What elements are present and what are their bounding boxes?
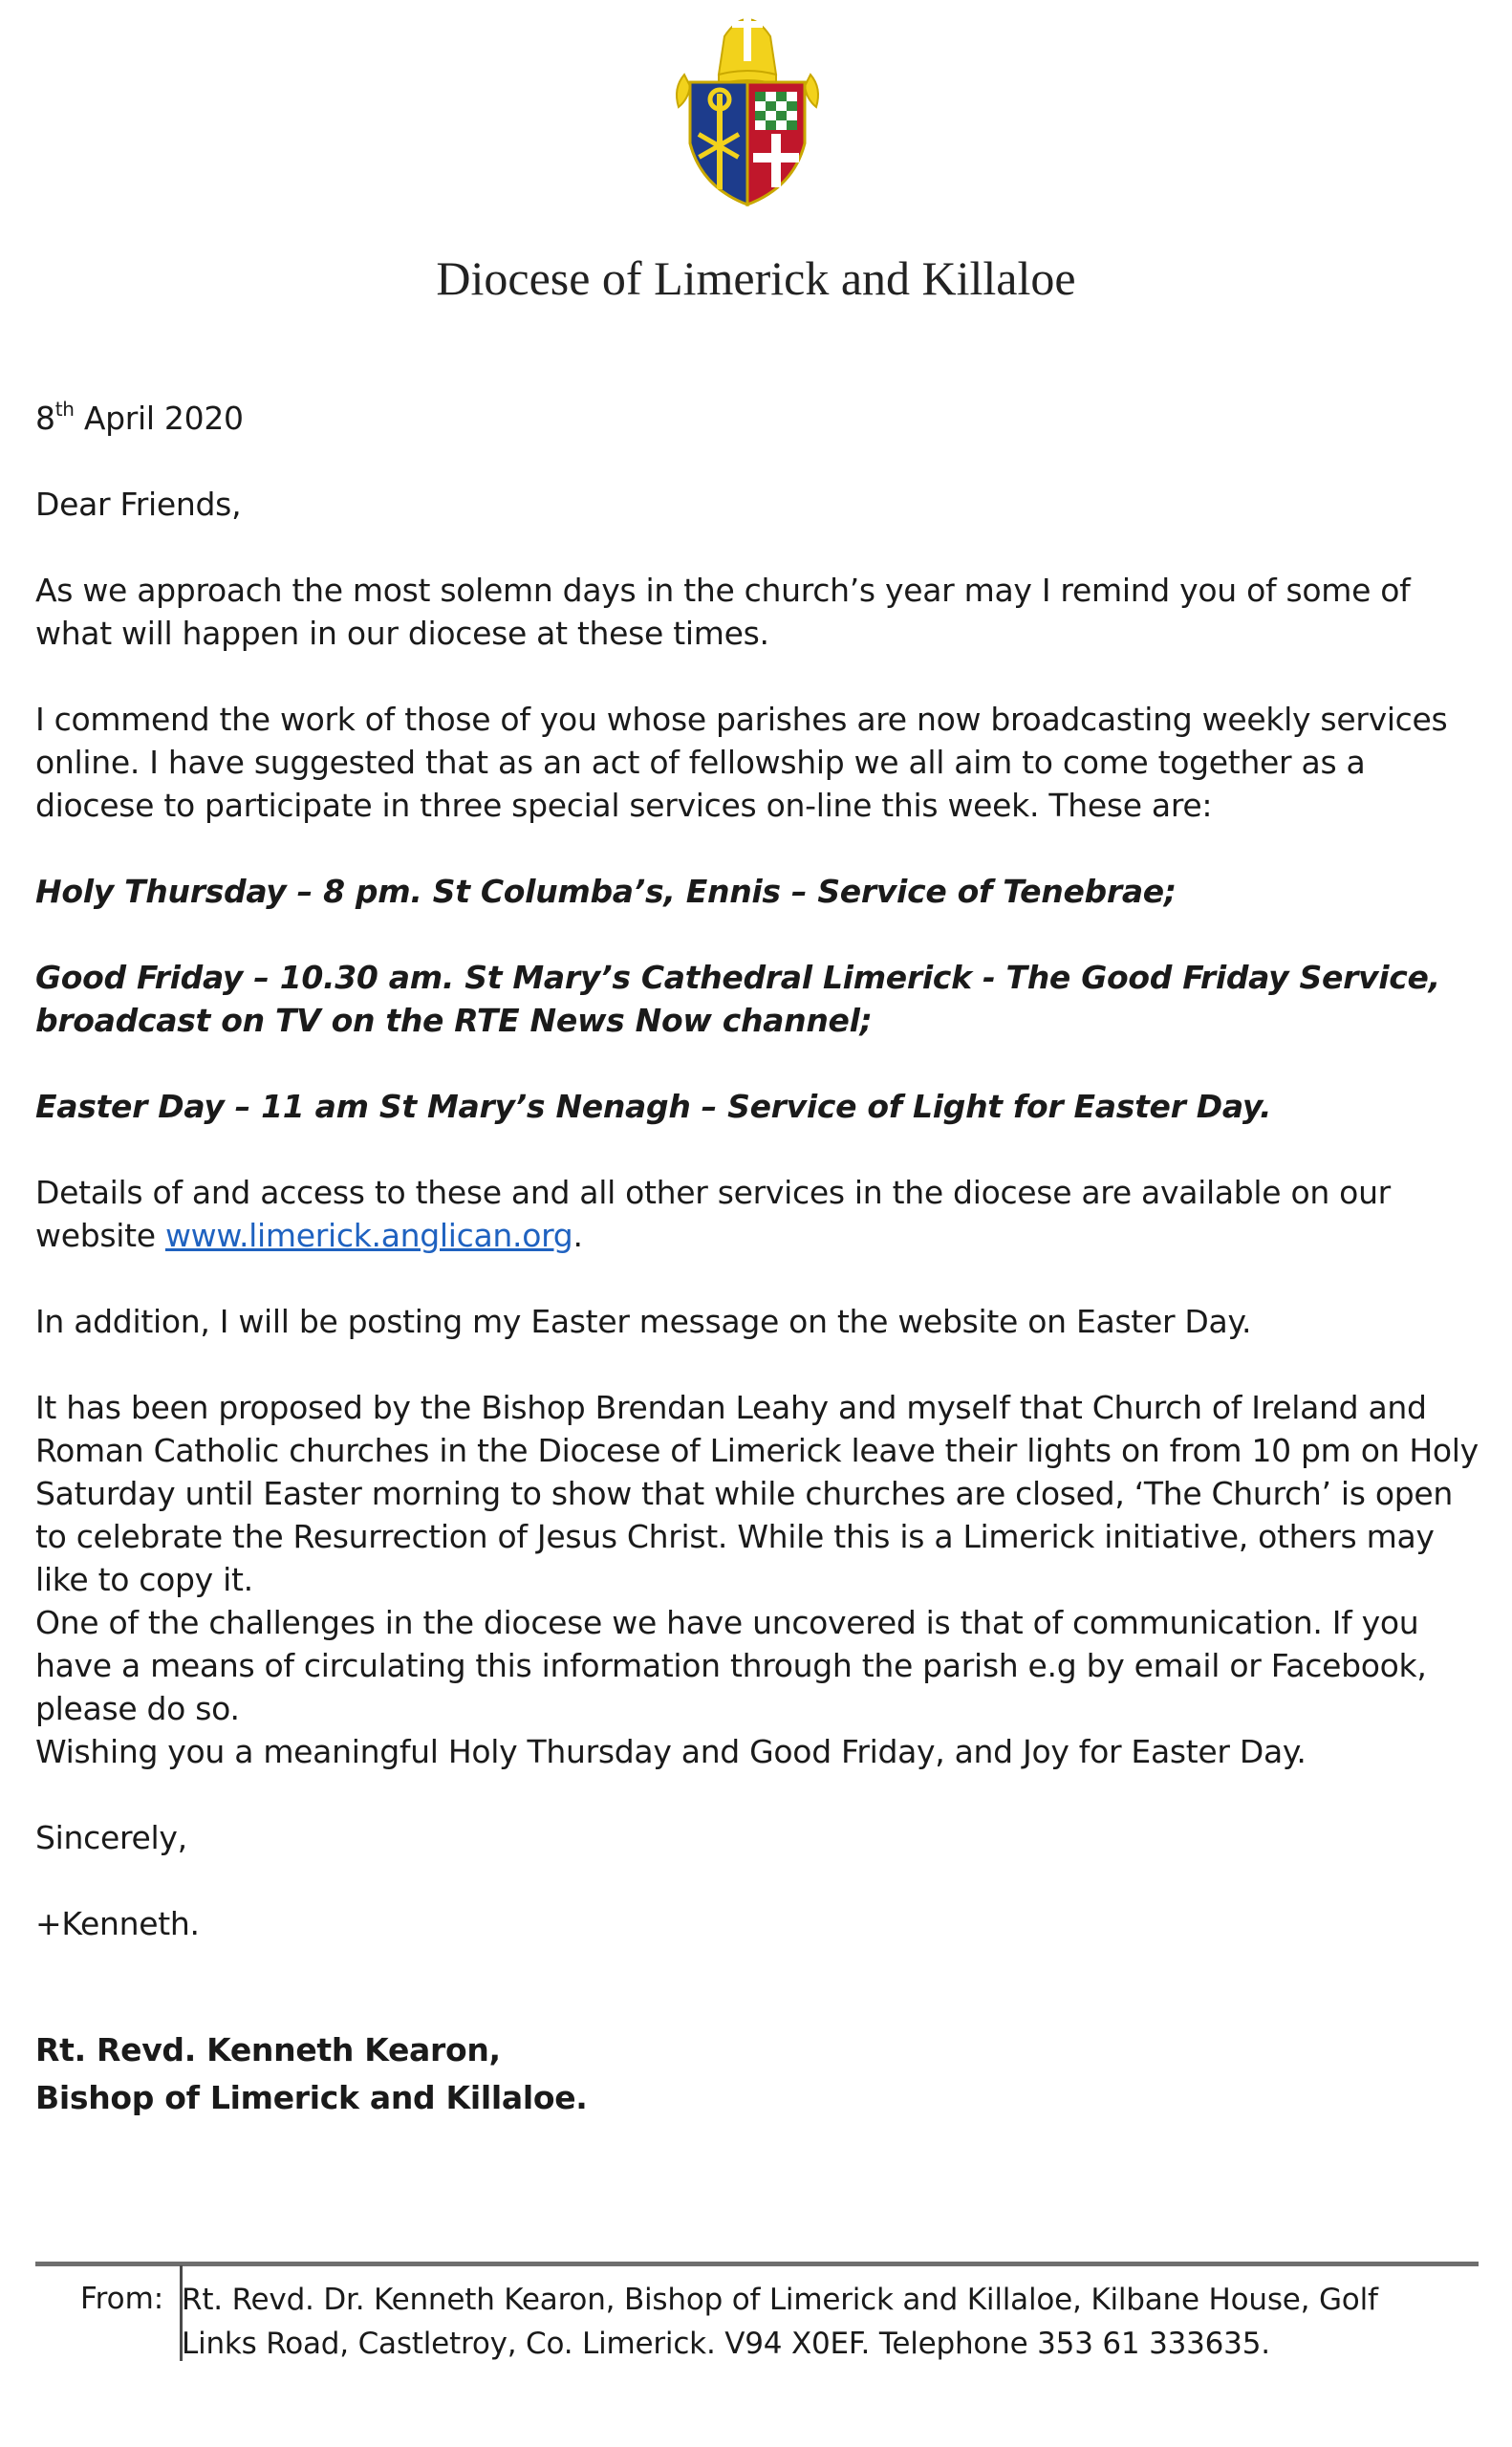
date-suffix: th xyxy=(54,398,75,421)
diocese-title: Diocese of Limerick and Killaloe xyxy=(436,251,1076,305)
paragraph-commend: I commend the work of those of you whose parishes are now broadcasting weekly services online. I have suggested that as an act of fellowship we all aim to come together as a diocese to participate in three special services on-line this week. These are: xyxy=(35,701,1448,824)
details-text: Details of and access to these and all other services in the diocese are available on our website xyxy=(35,1174,1391,1254)
signature: +Kenneth. xyxy=(35,1905,200,1942)
service-easter-day: Easter Day – 11 am St Mary’s Nenagh – Service of Light for Easter Day. xyxy=(35,1088,1272,1125)
service-good-friday: Good Friday – 10.30 am. St Mary’s Cathedral Limerick - The Good Friday Service, broadcast on TV on the RTE News Now channel; xyxy=(35,959,1440,1039)
paragraph-intro: As we approach the most solemn days in the church’s year may I remind you of some of what will happen in our diocese at these times. xyxy=(35,572,1411,652)
letter-date xyxy=(35,397,1488,440)
date-rest: April 2020 xyxy=(74,400,244,437)
service-holy-thursday: Holy Thursday – 8 pm. St Columba’s, Ennis – Service of Tenebrae; xyxy=(35,873,1177,910)
footer-divider xyxy=(35,2262,1479,2266)
paragraph-lights: It has been proposed by the Bishop Brendan Leahy and myself that Church of Ireland and Roman Catholic churches in the Diocese of Limerick leave their lights on from 10 pm on Holy Saturday until Easter morning to show that while churches are closed, ‘The Church’ is open to celebrate the Resurrection of Jesus Christ. While this is a Limerick initiative, others may like to copy it. xyxy=(35,1389,1479,1598)
signatory-name: Rt. Revd. Kenneth Kearon, xyxy=(35,2031,501,2068)
paragraph-easter-message: In addition, I will be posting my Easter message on the website on Easter Day. xyxy=(35,1303,1252,1340)
footer-from-label: From: xyxy=(80,2282,164,2316)
details-end: . xyxy=(572,1217,583,1254)
closing: Sincerely, xyxy=(35,1819,187,1856)
footer-address: Rt. Revd. Dr. Kenneth Kearon, Bishop of Limerick and Killaloe, Kilbane House, Golf Links Road, Castletroy, Co. Limerick. V94 X0EF. Telephone 353 61 333635. xyxy=(182,2283,1378,2361)
signatory-title: Bishop of Limerick and Killaloe. xyxy=(35,2079,588,2116)
diocese-crest-logo xyxy=(669,0,826,208)
paragraph-wishes: Wishing you a meaningful Holy Thursday and Good Friday, and Joy for Easter Day. xyxy=(35,1733,1307,1770)
paragraph-communication: One of the challenges in the diocese we have uncovered is that of communication. If you have a means of circulating this information through the parish e.g by email or Facebook, please do so. xyxy=(35,1604,1427,1727)
salutation: Dear Friends, xyxy=(35,486,242,523)
date-day: 8 xyxy=(35,400,55,437)
paragraph-details xyxy=(35,1171,1488,1257)
website-link[interactable]: www.limerick.anglican.org xyxy=(164,1217,573,1254)
